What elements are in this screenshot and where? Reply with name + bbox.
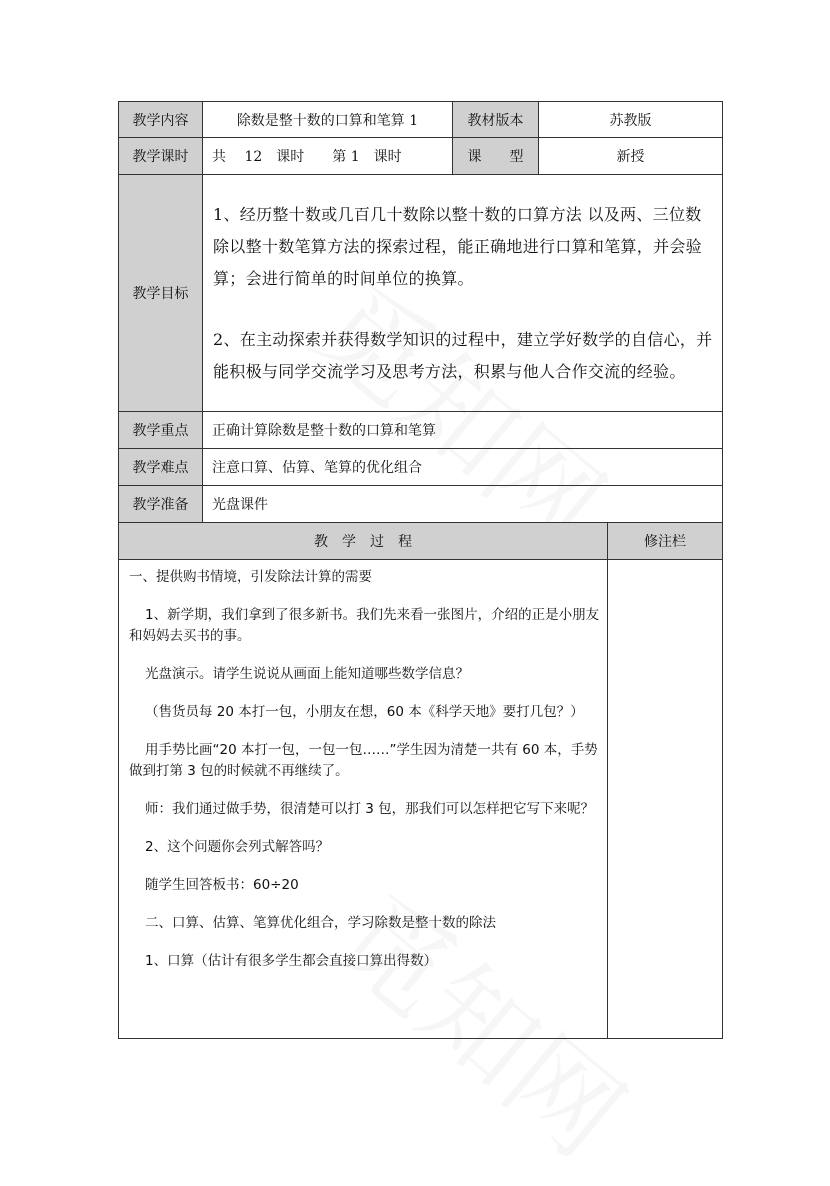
hours-value: 共 12 课时 第 1 课时 <box>203 138 453 175</box>
edition-label: 教材版本 <box>453 102 539 138</box>
difficulty-label: 教学难点 <box>119 449 203 486</box>
content-label: 教学内容 <box>119 102 203 138</box>
goal-item-1: 1、经历整十数或几百几十数除以整十数的口算方法 以及两、三位数除以整十数笔算方法的探索过程，能正确地进行口算和笔算，并会验算；会进行简单的时间单位的换算。 <box>213 204 703 288</box>
process-paragraph: 1、口算（估计有很多学生都会直接口算出得数） <box>145 953 438 969</box>
content-value: 除数是整十数的口算和笔算 1 <box>203 102 453 138</box>
key-point-label: 教学重点 <box>119 412 203 449</box>
process-paragraph: 随学生回答板书：60÷20 <box>145 877 299 893</box>
edition-value: 苏教版 <box>539 102 723 138</box>
process-paragraph: 2、这个问题你会列式解答吗？ <box>145 839 330 855</box>
process-paragraph: 一、提供购书情境，引发除法计算的需要 <box>129 569 372 585</box>
lesson-plan-table <box>118 101 723 1039</box>
hours-label: 教学课时 <box>119 138 203 175</box>
difficulty-value: 注意口算、估算、笔算的优化组合 <box>203 449 723 486</box>
goals-content <box>203 175 723 412</box>
preparation-value: 光盘课件 <box>203 486 723 523</box>
difficulty-row <box>119 449 723 486</box>
key-point-value: 正确计算除数是整十数的口算和笔算 <box>203 412 723 449</box>
process-paragraph: （售货员每 20 本打一包，小朋友在想，60 本《科学天地》要打几包？） <box>145 704 584 720</box>
process-content <box>119 560 608 1039</box>
goal-item-2: 2、在主动探索并获得数学知识的过程中，建立学好数学的自信心，并能积极与同学交流学习及思考方法，积累与他人合作交流的经验。 <box>213 329 713 381</box>
process-paragraph: 二、口算、估算、笔算优化组合，学习除数是整十数的除法 <box>145 915 496 931</box>
notes-column <box>608 560 723 1039</box>
goals-row <box>119 175 723 412</box>
process-paragraph: 光盘演示。请学生说说从画面上能知道哪些数学信息？ <box>145 666 469 682</box>
process-paragraph: 师：我们通过做手势，很清楚可以打 3 包，那我们可以怎样把它写下来呢？ <box>145 801 595 817</box>
notes-header: 修注栏 <box>608 523 723 560</box>
goals-label: 教学目标 <box>119 175 203 412</box>
key-point-row <box>119 412 723 449</box>
preparation-row <box>119 486 723 523</box>
content-row <box>119 102 723 138</box>
type-label: 课 型 <box>453 138 539 175</box>
type-value: 新授 <box>539 138 723 175</box>
process-header: 教 学 过 程 <box>119 523 608 560</box>
hours-row <box>119 138 723 175</box>
process-header-row <box>119 523 723 560</box>
process-row <box>119 560 723 1039</box>
preparation-label: 教学准备 <box>119 486 203 523</box>
process-paragraph: 用手势比画“20 本打一包，一包一包……”学生因为清楚一共有 60 本，手势做到打第 3 包的时候就不再继续了。 <box>129 742 598 779</box>
process-paragraph: 1、新学期，我们拿到了很多新书。我们先来看一张图片，介绍的正是小朋友和妈妈去买书的事。 <box>129 607 600 644</box>
